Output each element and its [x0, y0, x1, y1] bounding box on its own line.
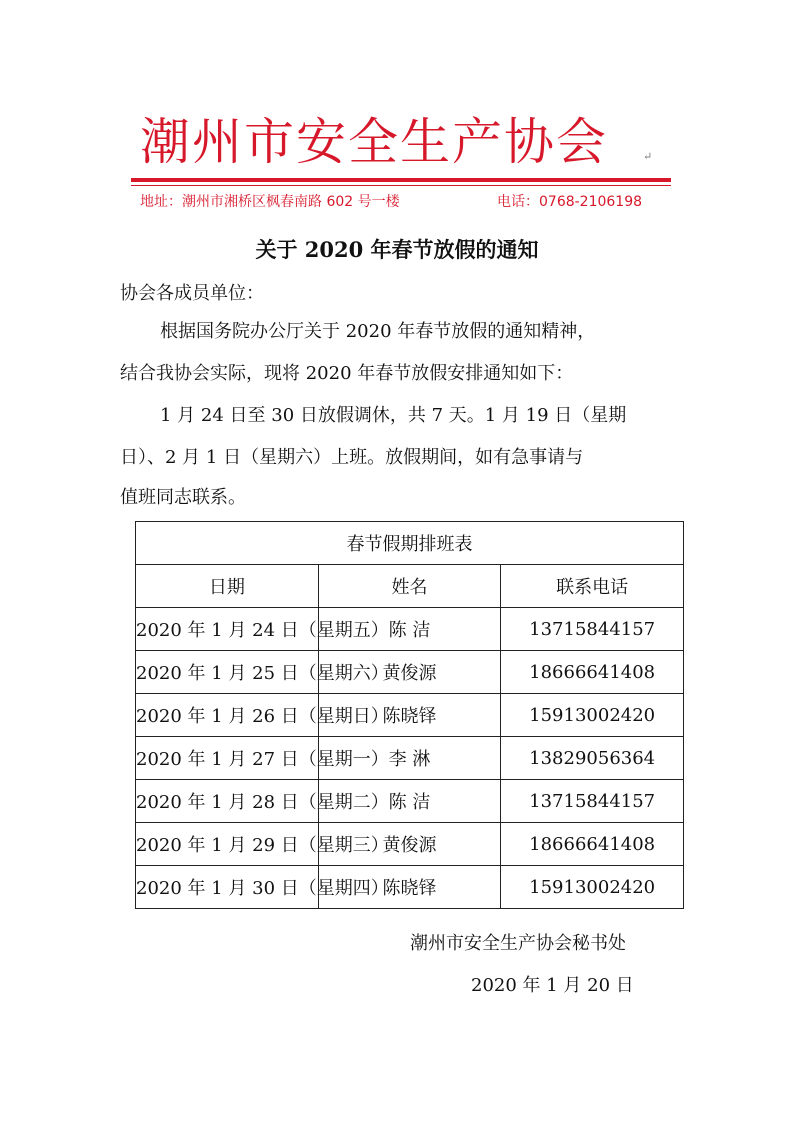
- table-row: [136, 694, 684, 737]
- cell-phone: 13715844157: [501, 608, 684, 651]
- notice-title: 关于 2020 年春节放假的通知: [255, 237, 539, 262]
- cell-date: 2020 年 1 月 29 日（星期三）: [136, 823, 319, 866]
- cell-phone: 18666641408: [501, 823, 684, 866]
- cell-name: 陈 洁: [318, 780, 501, 823]
- notice-paragraph-line: 根据国务院办公厅关于 2020 年春节放假的通知精神，: [160, 321, 596, 342]
- table-row: [136, 608, 684, 651]
- cell-phone: 13715844157: [501, 780, 684, 823]
- column-header-date: 日期: [136, 565, 319, 608]
- duty-schedule-table: [135, 521, 684, 909]
- table-caption-row: [136, 522, 684, 565]
- notice-paragraph-line: 结合我协会实际，现将 2020 年春节放假安排通知如下：: [120, 363, 574, 384]
- cell-name: 黄俊源: [318, 651, 501, 694]
- cell-phone: 15913002420: [501, 694, 684, 737]
- cell-phone: 15913002420: [501, 866, 684, 909]
- letterhead-rule-thin: [131, 185, 671, 186]
- notice-paragraph-line: 值班同志联系。: [120, 487, 246, 508]
- notice-salutation: 协会各成员单位：: [120, 283, 264, 304]
- cell-name: 陈晓铎: [318, 694, 501, 737]
- signature-org: 潮州市安全生产协会秘书处: [410, 933, 626, 954]
- table-header-row: [136, 565, 684, 608]
- cell-date: 2020 年 1 月 28 日（星期二）: [136, 780, 319, 823]
- table-row: [136, 823, 684, 866]
- letterhead-address: 地址：潮州市湘桥区枫春南路 602 号一楼: [140, 194, 400, 210]
- cell-phone: 18666641408: [501, 651, 684, 694]
- notice-paragraph-line: 1 月 24 日至 30 日放假调休，共 7 天。1 月 19 日（星期: [160, 405, 627, 426]
- table-caption: 春节假期排班表: [136, 522, 684, 565]
- table-row: [136, 651, 684, 694]
- cell-date: 2020 年 1 月 24 日（星期五）: [136, 608, 319, 651]
- cell-name: 黄俊源: [318, 823, 501, 866]
- cell-date: 2020 年 1 月 27 日（星期一）: [136, 737, 319, 780]
- cell-phone: 13829056364: [501, 737, 684, 780]
- cell-date: 2020 年 1 月 26 日（星期日）: [136, 694, 319, 737]
- cell-date: 2020 年 1 月 25 日（星期六）: [136, 651, 319, 694]
- table-row: [136, 866, 684, 909]
- cell-name: 陈晓铎: [318, 866, 501, 909]
- paragraph-mark-icon: ↵: [643, 150, 653, 163]
- letterhead-phone: 电话：0768-2106198: [497, 194, 643, 210]
- letterhead-rule: [131, 178, 671, 182]
- table-row: [136, 780, 684, 823]
- column-header-name: 姓名: [318, 565, 501, 608]
- cell-date: 2020 年 1 月 30 日（星期四）: [136, 866, 319, 909]
- column-header-phone: 联系电话: [501, 565, 684, 608]
- signature-date: 2020 年 1 月 20 日: [471, 975, 634, 996]
- cell-name: 陈 洁: [318, 608, 501, 651]
- notice-paragraph-line: 日）、2 月 1 日（星期六）上班。放假期间，如有急事请与: [120, 447, 584, 468]
- table-row: [136, 737, 684, 780]
- letterhead-org-name: 潮州市安全生产协会: [140, 113, 608, 171]
- cell-name: 李 淋: [318, 737, 501, 780]
